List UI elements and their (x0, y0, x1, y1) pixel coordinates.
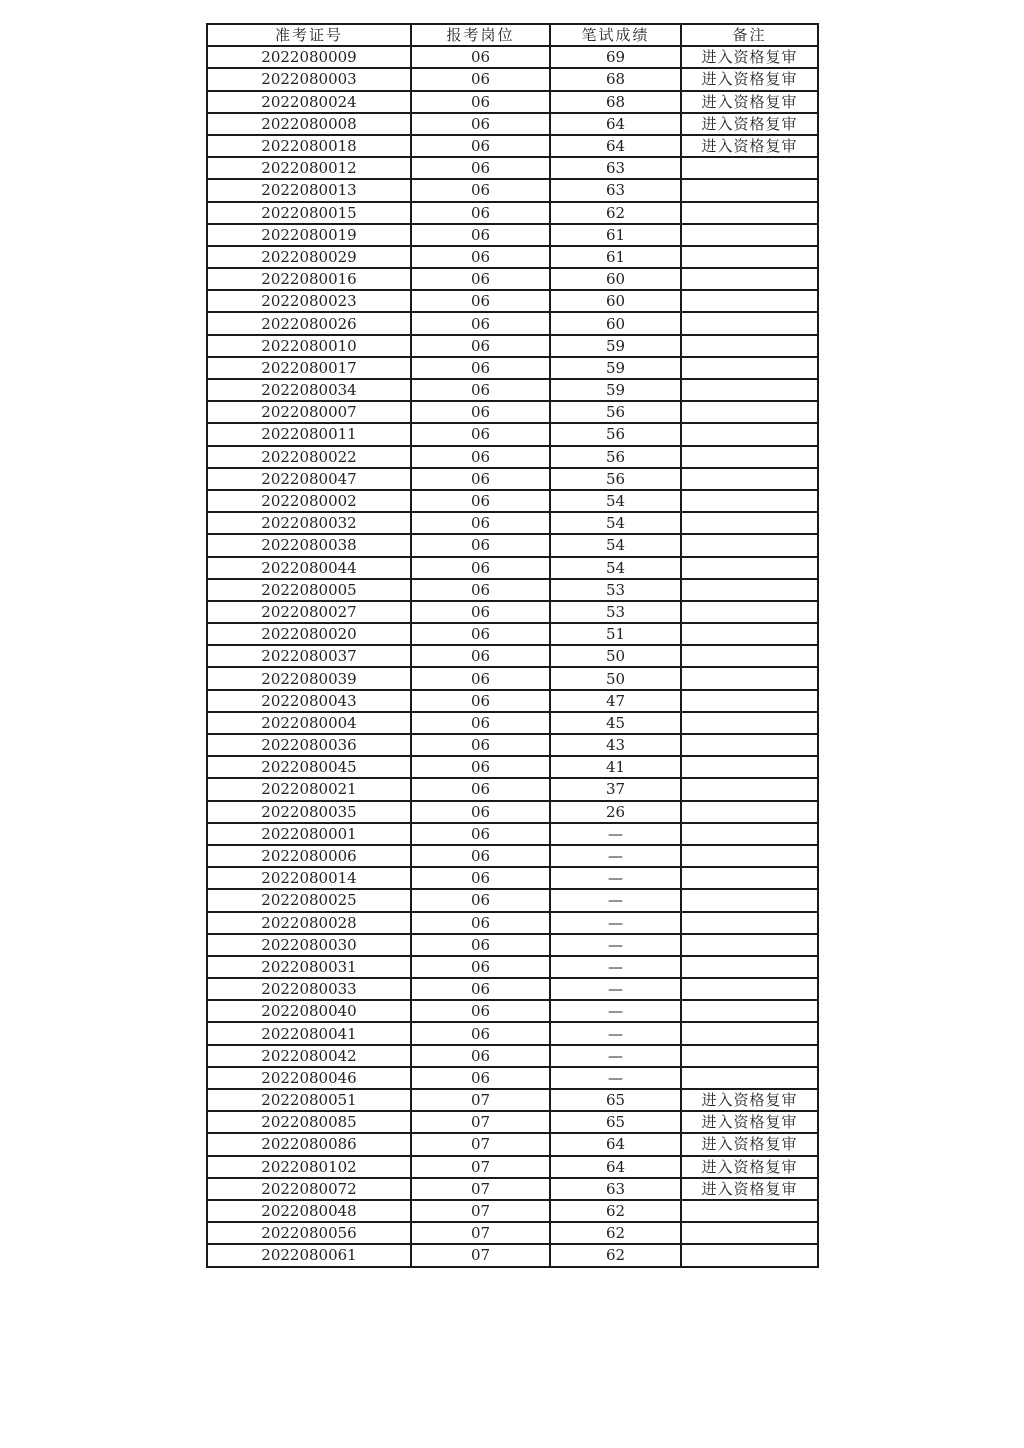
table-row (207, 623, 818, 645)
cell-written-score: 51 (550, 623, 681, 645)
table-row (207, 1067, 818, 1089)
cell-position: 06 (411, 845, 550, 867)
cell-position: 06 (411, 934, 550, 956)
table-row (207, 1200, 818, 1222)
cell-position: 06 (411, 734, 550, 756)
table-row (207, 446, 818, 468)
cell-remarks (681, 312, 818, 334)
table-row (207, 490, 818, 512)
cell-written-score: 62 (550, 1222, 681, 1244)
table-row (207, 468, 818, 490)
cell-exam-number: 2022080008 (207, 113, 411, 135)
cell-exam-number: 2022080020 (207, 623, 411, 645)
table-body (207, 46, 818, 1266)
table-row (207, 579, 818, 601)
table-row (207, 557, 818, 579)
cell-written-score: 61 (550, 246, 681, 268)
cell-remarks (681, 845, 818, 867)
cell-remarks (681, 557, 818, 579)
results-table (206, 23, 819, 1268)
cell-exam-number: 2022080003 (207, 68, 411, 90)
table-row (207, 312, 818, 334)
cell-position: 06 (411, 113, 550, 135)
cell-exam-number: 2022080042 (207, 1045, 411, 1067)
cell-remarks (681, 1022, 818, 1044)
cell-exam-number: 2022080040 (207, 1000, 411, 1022)
cell-remarks: 进入资格复审 (681, 113, 818, 135)
cell-exam-number: 2022080016 (207, 268, 411, 290)
cell-position: 06 (411, 357, 550, 379)
cell-written-score: 68 (550, 68, 681, 90)
cell-written-score: 43 (550, 734, 681, 756)
cell-written-score: — (550, 1045, 681, 1067)
cell-remarks (681, 490, 818, 512)
cell-exam-number: 2022080013 (207, 179, 411, 201)
cell-exam-number: 2022080029 (207, 246, 411, 268)
table-row (207, 290, 818, 312)
cell-remarks: 进入资格复审 (681, 46, 818, 68)
cell-exam-number: 2022080017 (207, 357, 411, 379)
cell-written-score: 54 (550, 512, 681, 534)
table-row (207, 202, 818, 224)
cell-position: 06 (411, 512, 550, 534)
cell-remarks (681, 512, 818, 534)
cell-exam-number: 2022080039 (207, 667, 411, 689)
table-row (207, 91, 818, 113)
table-row (207, 1022, 818, 1044)
cell-position: 06 (411, 756, 550, 778)
table-row (207, 512, 818, 534)
cell-remarks: 进入资格复审 (681, 91, 818, 113)
cell-exam-number: 2022080005 (207, 579, 411, 601)
cell-remarks: 进入资格复审 (681, 1178, 818, 1200)
table-row (207, 268, 818, 290)
table-row (207, 1222, 818, 1244)
table-row (207, 46, 818, 68)
cell-exam-number: 2022080011 (207, 423, 411, 445)
cell-exam-number: 2022080010 (207, 335, 411, 357)
cell-remarks (681, 1000, 818, 1022)
header-position: 报考岗位 (411, 24, 550, 46)
cell-remarks (681, 978, 818, 1000)
cell-position: 06 (411, 623, 550, 645)
cell-exam-number: 2022080006 (207, 845, 411, 867)
cell-written-score: 54 (550, 557, 681, 579)
cell-remarks (681, 357, 818, 379)
cell-position: 06 (411, 801, 550, 823)
cell-position: 06 (411, 1000, 550, 1022)
cell-remarks (681, 956, 818, 978)
cell-written-score: 56 (550, 423, 681, 445)
table-row (207, 423, 818, 445)
cell-remarks (681, 1222, 818, 1244)
table-row (207, 734, 818, 756)
cell-written-score: 62 (550, 202, 681, 224)
cell-remarks: 进入资格复审 (681, 68, 818, 90)
cell-remarks (681, 401, 818, 423)
cell-position: 06 (411, 1045, 550, 1067)
cell-exam-number: 2022080038 (207, 534, 411, 556)
cell-written-score: 60 (550, 268, 681, 290)
cell-position: 06 (411, 135, 550, 157)
cell-exam-number: 2022080041 (207, 1022, 411, 1044)
cell-written-score: 64 (550, 1133, 681, 1155)
cell-exam-number: 2022080015 (207, 202, 411, 224)
cell-written-score: 68 (550, 91, 681, 113)
cell-remarks (681, 712, 818, 734)
cell-written-score: 56 (550, 401, 681, 423)
cell-position: 07 (411, 1244, 550, 1266)
cell-remarks (681, 623, 818, 645)
cell-written-score: 41 (550, 756, 681, 778)
cell-position: 06 (411, 290, 550, 312)
cell-exam-number: 2022080048 (207, 1200, 411, 1222)
cell-remarks: 进入资格复审 (681, 1111, 818, 1133)
cell-exam-number: 2022080051 (207, 1089, 411, 1111)
cell-written-score: 62 (550, 1244, 681, 1266)
cell-remarks (681, 579, 818, 601)
cell-remarks (681, 534, 818, 556)
cell-position: 06 (411, 91, 550, 113)
cell-remarks (681, 801, 818, 823)
cell-position: 07 (411, 1111, 550, 1133)
cell-written-score: 63 (550, 157, 681, 179)
header-exam-number: 准考证号 (207, 24, 411, 46)
table-row (207, 1000, 818, 1022)
cell-position: 06 (411, 1067, 550, 1089)
cell-position: 06 (411, 268, 550, 290)
cell-position: 06 (411, 712, 550, 734)
cell-exam-number: 2022080021 (207, 778, 411, 800)
cell-remarks (681, 290, 818, 312)
cell-remarks (681, 423, 818, 445)
cell-written-score: 64 (550, 113, 681, 135)
cell-remarks (681, 335, 818, 357)
cell-written-score: — (550, 1000, 681, 1022)
cell-position: 06 (411, 446, 550, 468)
cell-exam-number: 2022080025 (207, 889, 411, 911)
cell-position: 06 (411, 601, 550, 623)
table-row (207, 956, 818, 978)
table-row (207, 845, 818, 867)
cell-position: 06 (411, 312, 550, 334)
cell-remarks (681, 778, 818, 800)
cell-exam-number: 2022080019 (207, 224, 411, 246)
cell-exam-number: 2022080035 (207, 801, 411, 823)
cell-written-score: — (550, 912, 681, 934)
cell-written-score: — (550, 889, 681, 911)
cell-remarks (681, 446, 818, 468)
cell-written-score: 64 (550, 1156, 681, 1178)
cell-position: 07 (411, 1178, 550, 1200)
cell-position: 06 (411, 667, 550, 689)
table-row (207, 379, 818, 401)
cell-written-score: — (550, 845, 681, 867)
cell-remarks (681, 645, 818, 667)
table-row (207, 1178, 818, 1200)
cell-written-score: — (550, 956, 681, 978)
cell-written-score: 37 (550, 778, 681, 800)
table-row (207, 401, 818, 423)
cell-exam-number: 2022080023 (207, 290, 411, 312)
table-row (207, 179, 818, 201)
cell-written-score: — (550, 1067, 681, 1089)
table-row (207, 978, 818, 1000)
cell-written-score: 53 (550, 579, 681, 601)
table-row (207, 335, 818, 357)
table-row (207, 135, 818, 157)
cell-position: 06 (411, 490, 550, 512)
cell-exam-number: 2022080046 (207, 1067, 411, 1089)
cell-position: 06 (411, 68, 550, 90)
table-row (207, 934, 818, 956)
cell-exam-number: 2022080086 (207, 1133, 411, 1155)
table-row (207, 224, 818, 246)
cell-exam-number: 2022080002 (207, 490, 411, 512)
table-row (207, 889, 818, 911)
cell-position: 06 (411, 379, 550, 401)
table-row (207, 645, 818, 667)
cell-exam-number: 2022080018 (207, 135, 411, 157)
cell-position: 06 (411, 1022, 550, 1044)
table-row (207, 357, 818, 379)
cell-exam-number: 2022080034 (207, 379, 411, 401)
table-row (207, 912, 818, 934)
cell-written-score: 63 (550, 179, 681, 201)
cell-exam-number: 2022080030 (207, 934, 411, 956)
cell-remarks (681, 690, 818, 712)
cell-written-score: 56 (550, 468, 681, 490)
cell-written-score: — (550, 934, 681, 956)
table-row (207, 601, 818, 623)
cell-remarks (681, 268, 818, 290)
cell-written-score: 64 (550, 135, 681, 157)
cell-position: 06 (411, 202, 550, 224)
cell-exam-number: 2022080061 (207, 1244, 411, 1266)
cell-exam-number: 2022080085 (207, 1111, 411, 1133)
header-remarks: 备注 (681, 24, 818, 46)
cell-written-score: — (550, 823, 681, 845)
cell-written-score: 47 (550, 690, 681, 712)
cell-exam-number: 2022080033 (207, 978, 411, 1000)
table-row (207, 68, 818, 90)
table-row (207, 1045, 818, 1067)
table-row (207, 712, 818, 734)
cell-exam-number: 2022080045 (207, 756, 411, 778)
cell-written-score: 54 (550, 534, 681, 556)
cell-exam-number: 2022080032 (207, 512, 411, 534)
cell-exam-number: 2022080001 (207, 823, 411, 845)
cell-position: 06 (411, 423, 550, 445)
cell-remarks (681, 912, 818, 934)
cell-position: 06 (411, 335, 550, 357)
cell-written-score: 65 (550, 1111, 681, 1133)
cell-written-score: 53 (550, 601, 681, 623)
cell-remarks (681, 379, 818, 401)
cell-remarks (681, 667, 818, 689)
cell-exam-number: 2022080004 (207, 712, 411, 734)
cell-position: 07 (411, 1089, 550, 1111)
cell-exam-number: 2022080009 (207, 46, 411, 68)
cell-remarks (681, 934, 818, 956)
cell-remarks (681, 246, 818, 268)
cell-exam-number: 2022080056 (207, 1222, 411, 1244)
cell-exam-number: 2022080102 (207, 1156, 411, 1178)
cell-position: 06 (411, 401, 550, 423)
cell-remarks: 进入资格复审 (681, 1089, 818, 1111)
cell-exam-number: 2022080024 (207, 91, 411, 113)
cell-position: 06 (411, 246, 550, 268)
cell-exam-number: 2022080044 (207, 557, 411, 579)
cell-exam-number: 2022080036 (207, 734, 411, 756)
table-row (207, 157, 818, 179)
cell-position: 06 (411, 690, 550, 712)
cell-remarks: 进入资格复审 (681, 135, 818, 157)
cell-position: 06 (411, 823, 550, 845)
cell-remarks (681, 202, 818, 224)
cell-position: 06 (411, 579, 550, 601)
header-written-score: 笔试成绩 (550, 24, 681, 46)
cell-remarks (681, 157, 818, 179)
cell-written-score: — (550, 867, 681, 889)
cell-written-score: 61 (550, 224, 681, 246)
table-row (207, 867, 818, 889)
cell-remarks (681, 224, 818, 246)
table-row (207, 801, 818, 823)
table-row (207, 778, 818, 800)
cell-exam-number: 2022080028 (207, 912, 411, 934)
table-row (207, 113, 818, 135)
cell-remarks (681, 601, 818, 623)
cell-written-score: 54 (550, 490, 681, 512)
cell-exam-number: 2022080072 (207, 1178, 411, 1200)
table-row (207, 823, 818, 845)
cell-position: 06 (411, 867, 550, 889)
cell-remarks (681, 1244, 818, 1266)
cell-exam-number: 2022080031 (207, 956, 411, 978)
table-row (207, 1111, 818, 1133)
cell-written-score: 50 (550, 645, 681, 667)
table-row (207, 667, 818, 689)
cell-remarks: 进入资格复审 (681, 1156, 818, 1178)
cell-position: 06 (411, 912, 550, 934)
cell-written-score: 63 (550, 1178, 681, 1200)
table-row (207, 1244, 818, 1266)
cell-position: 06 (411, 956, 550, 978)
cell-position: 06 (411, 557, 550, 579)
cell-exam-number: 2022080037 (207, 645, 411, 667)
table-row (207, 1156, 818, 1178)
cell-remarks (681, 823, 818, 845)
cell-position: 07 (411, 1133, 550, 1155)
cell-exam-number: 2022080027 (207, 601, 411, 623)
cell-written-score: 50 (550, 667, 681, 689)
cell-position: 06 (411, 224, 550, 246)
cell-written-score: 60 (550, 312, 681, 334)
cell-position: 06 (411, 179, 550, 201)
cell-written-score: 65 (550, 1089, 681, 1111)
cell-remarks (681, 468, 818, 490)
cell-remarks: 进入资格复审 (681, 1133, 818, 1155)
cell-remarks (681, 889, 818, 911)
cell-remarks (681, 1045, 818, 1067)
table-header-row (207, 24, 818, 46)
cell-written-score: 69 (550, 46, 681, 68)
cell-written-score: 56 (550, 446, 681, 468)
cell-exam-number: 2022080014 (207, 867, 411, 889)
cell-written-score: — (550, 978, 681, 1000)
cell-position: 06 (411, 889, 550, 911)
cell-remarks (681, 756, 818, 778)
table-row (207, 1133, 818, 1155)
cell-exam-number: 2022080026 (207, 312, 411, 334)
table-row (207, 246, 818, 268)
cell-written-score: 45 (550, 712, 681, 734)
table-row (207, 756, 818, 778)
cell-written-score: 59 (550, 379, 681, 401)
table-row (207, 534, 818, 556)
cell-written-score: 26 (550, 801, 681, 823)
cell-remarks (681, 179, 818, 201)
cell-remarks (681, 867, 818, 889)
cell-position: 06 (411, 46, 550, 68)
cell-position: 06 (411, 778, 550, 800)
cell-remarks (681, 1200, 818, 1222)
cell-remarks (681, 1067, 818, 1089)
cell-exam-number: 2022080007 (207, 401, 411, 423)
cell-written-score: 59 (550, 335, 681, 357)
cell-written-score: 59 (550, 357, 681, 379)
table-row (207, 690, 818, 712)
cell-position: 06 (411, 645, 550, 667)
cell-position: 07 (411, 1222, 550, 1244)
table-row (207, 1089, 818, 1111)
cell-written-score: — (550, 1022, 681, 1044)
cell-position: 07 (411, 1200, 550, 1222)
cell-position: 06 (411, 157, 550, 179)
cell-exam-number: 2022080012 (207, 157, 411, 179)
cell-exam-number: 2022080022 (207, 446, 411, 468)
cell-exam-number: 2022080047 (207, 468, 411, 490)
cell-remarks (681, 734, 818, 756)
cell-written-score: 60 (550, 290, 681, 312)
cell-exam-number: 2022080043 (207, 690, 411, 712)
cell-written-score: 62 (550, 1200, 681, 1222)
cell-position: 07 (411, 1156, 550, 1178)
cell-position: 06 (411, 534, 550, 556)
cell-position: 06 (411, 978, 550, 1000)
cell-position: 06 (411, 468, 550, 490)
